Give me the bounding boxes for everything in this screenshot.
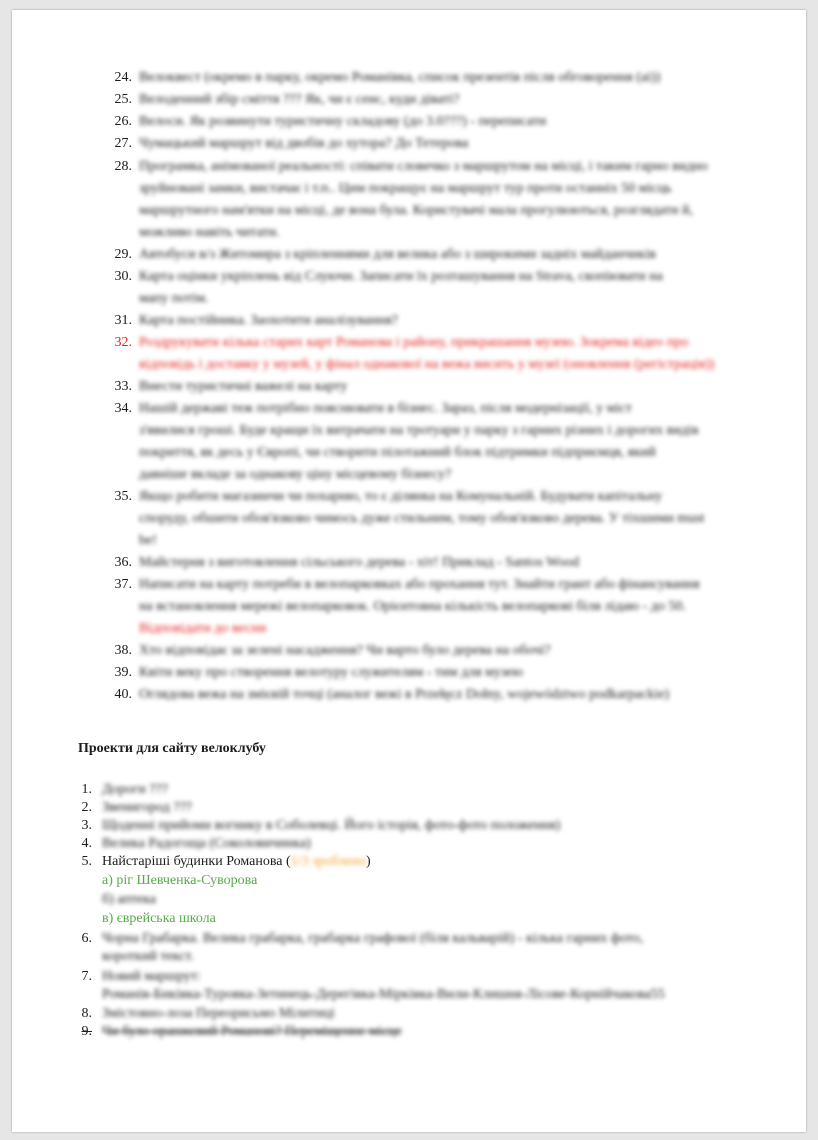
list-number: 29. bbox=[114, 247, 132, 262]
list-item-text: Оглядова вежа на змієвій точці (аналог вежі в Przełęcz Dołny, województwo podkarpackie) bbox=[139, 687, 670, 702]
list-item-text: Дороги ??? bbox=[102, 782, 168, 797]
list-item-text: Автобуси в/з Житомира з кріпленнями для велика або з широкими задніх майданчиків bbox=[139, 247, 656, 262]
list-number: 37. bbox=[114, 577, 132, 592]
list-number: 6. bbox=[81, 931, 92, 946]
list-item-text: зруйновані замки, вистачає і т.п.. Цим покращує на маршрут тур проти останніх 50 місць bbox=[139, 181, 672, 196]
list-item-text: Велоси. Як розвинути туристичну складову (до 3.0???) - переписати bbox=[139, 114, 547, 129]
list-item-text: Щоденні прийоми вогнику в Соболевці. Його історія, фото-фото положення) bbox=[102, 818, 561, 833]
list-number: 31. bbox=[114, 313, 132, 328]
list-item-text: Внести туристичні важелі на карту bbox=[139, 379, 348, 394]
list-item-text: be! bbox=[139, 533, 157, 548]
list-number: 34. bbox=[114, 401, 132, 416]
list-number: 33. bbox=[114, 379, 132, 394]
list-number: 2. bbox=[81, 800, 92, 815]
list-item-text: Романів-Биківка-Туровка-Зетинець-Дерегівка-Мірківка-Вили-Клишня-Лісове-Корнійчакова55 bbox=[102, 987, 665, 1002]
list-item-text: Велоденний збір сміття ??? Як, чи є сенс, куди діваті? bbox=[139, 92, 460, 107]
list-item-text: споруду, обшити обов'язково чимось дуже стильним, тому обов'язково дерева. У тіхшими must bbox=[139, 511, 705, 526]
list-item-text: маршрутного нам'ятки на місці, де вона була. Користувачі мала прогулюються, розглядати й, bbox=[139, 203, 693, 218]
list-item-text: Велика Радогоща (Соколовичинка) bbox=[102, 836, 311, 851]
list-number: 39. bbox=[114, 665, 132, 680]
list-item-text: Звенигород ??? bbox=[102, 800, 192, 815]
list-item-text: Змістовно-лоза Переорисьмо Мілитиці bbox=[102, 1006, 335, 1021]
list-number: 9. bbox=[81, 1024, 92, 1039]
list-item-text: Чи було оранжевий Романові? Переміщенне місце bbox=[102, 1024, 402, 1039]
document-page bbox=[12, 10, 806, 1132]
list-number: 24. bbox=[114, 70, 132, 85]
sub-item-text: а) ріг Шевченка-Суворова bbox=[102, 873, 258, 888]
list-number: 26. bbox=[114, 114, 132, 129]
list-item-text: давніше вкладе за однакову ціну місцевому бізнесу? bbox=[139, 467, 452, 482]
list-number: 5. bbox=[81, 854, 92, 869]
list-number: 30. bbox=[114, 269, 132, 284]
list-number: 8. bbox=[81, 1006, 92, 1021]
sub-item-text: б) аптека bbox=[102, 892, 156, 907]
list-item-text: Якщо робити магазинчи чи похарню, то є ділянка на Комунальній. Будувати капітальну bbox=[139, 489, 663, 504]
list-item-text: Новий маршрут: bbox=[102, 969, 201, 984]
list-number: 27. bbox=[114, 136, 132, 151]
progress-note: 1/3 зроблено bbox=[290, 854, 367, 869]
list-item-text: мапу потім. bbox=[139, 291, 209, 306]
list-item-text: Чумацький маршрут від двобів до хутора? До Тетерова bbox=[139, 136, 469, 151]
list-item-text: короткий текст. bbox=[102, 949, 194, 964]
sub-item-text: в) єврейська школа bbox=[102, 911, 216, 926]
list-number: 38. bbox=[114, 643, 132, 658]
list-item-text: Карта постійника. Заохотити аналізування? bbox=[139, 313, 398, 328]
list-item-text: відповідь і доставку у музей, у фінал однакової на вежа висить у музеї (оновлення (регістрація)) bbox=[139, 357, 715, 372]
list-item-text: Велоквест (окремо в парку, окремо Романівка, список презентів після обговорення (ai)) bbox=[139, 70, 661, 85]
list-item-text: Роздрукувати кілька старих карт Романова і району, прикрашання музею. Зокрема відео про bbox=[139, 335, 689, 350]
list-number: 32. bbox=[114, 335, 132, 350]
list-number: 36. bbox=[114, 555, 132, 570]
list-item-text: Найстаріші будинки Романова (1/3 зроблено) bbox=[102, 854, 371, 869]
list-number: 3. bbox=[81, 818, 92, 833]
list-item-text: Майстерня з виготовлення сільського дерева - хіт! Приклад - Santos Wood bbox=[139, 555, 580, 570]
list-number: 40. bbox=[114, 687, 132, 702]
list-item-text: Чорна Грабарка. Велика грабарка, грабарка графової (біля кальварій) - кілька гарних фото, bbox=[102, 931, 644, 946]
list-number: 4. bbox=[81, 836, 92, 851]
list-item-text: Програмка, анімованої реальності: співати словечко з маршрутом на місці, і таким гарно видно bbox=[139, 159, 708, 174]
list-item-text: Карта оцінки укріплень від Слуючи. Записати їх розташування на Strava, скопіювати на bbox=[139, 269, 663, 284]
list-number: 7. bbox=[81, 969, 92, 984]
list-number: 1. bbox=[81, 782, 92, 797]
list-item-text: Відповідати до весни bbox=[139, 621, 267, 636]
list-item-text: Нашій державі теж потрібно пояснювати в бізнес. Зараз, після модернізації, у міст bbox=[139, 401, 632, 416]
list-item-text: можливо навіть читати. bbox=[139, 225, 280, 240]
list-item-text: з'явилися гроші. Буде кращи їх витрачати на тротуари у парку з гарних різних і дорогих видів bbox=[139, 423, 699, 438]
list-number: 28. bbox=[114, 159, 132, 174]
list-number: 25. bbox=[114, 92, 132, 107]
list-item-text: Хто відповідає за зелені насадження? Чи варто було дерева на обочі? bbox=[139, 643, 551, 658]
list-item-text: Написати на карту потреби в велопарковках або прохання тут. Знайти грант або фінансування bbox=[139, 577, 700, 592]
list-number: 35. bbox=[114, 489, 132, 504]
section-heading: Проекти для сайту велоклубу bbox=[78, 741, 266, 756]
list-item-text: на встановлення мережі велопарковок. Орієнтовна кількість велопаркові біля лідаю - до 50. bbox=[139, 599, 686, 614]
list-item-text: покриття, як десь у Європі, чи створити пілотажний блок підтримки підприємця, який bbox=[139, 445, 656, 460]
list-item-text: Квіти веку про створення велотуру служителям - тим для музею bbox=[139, 665, 524, 680]
